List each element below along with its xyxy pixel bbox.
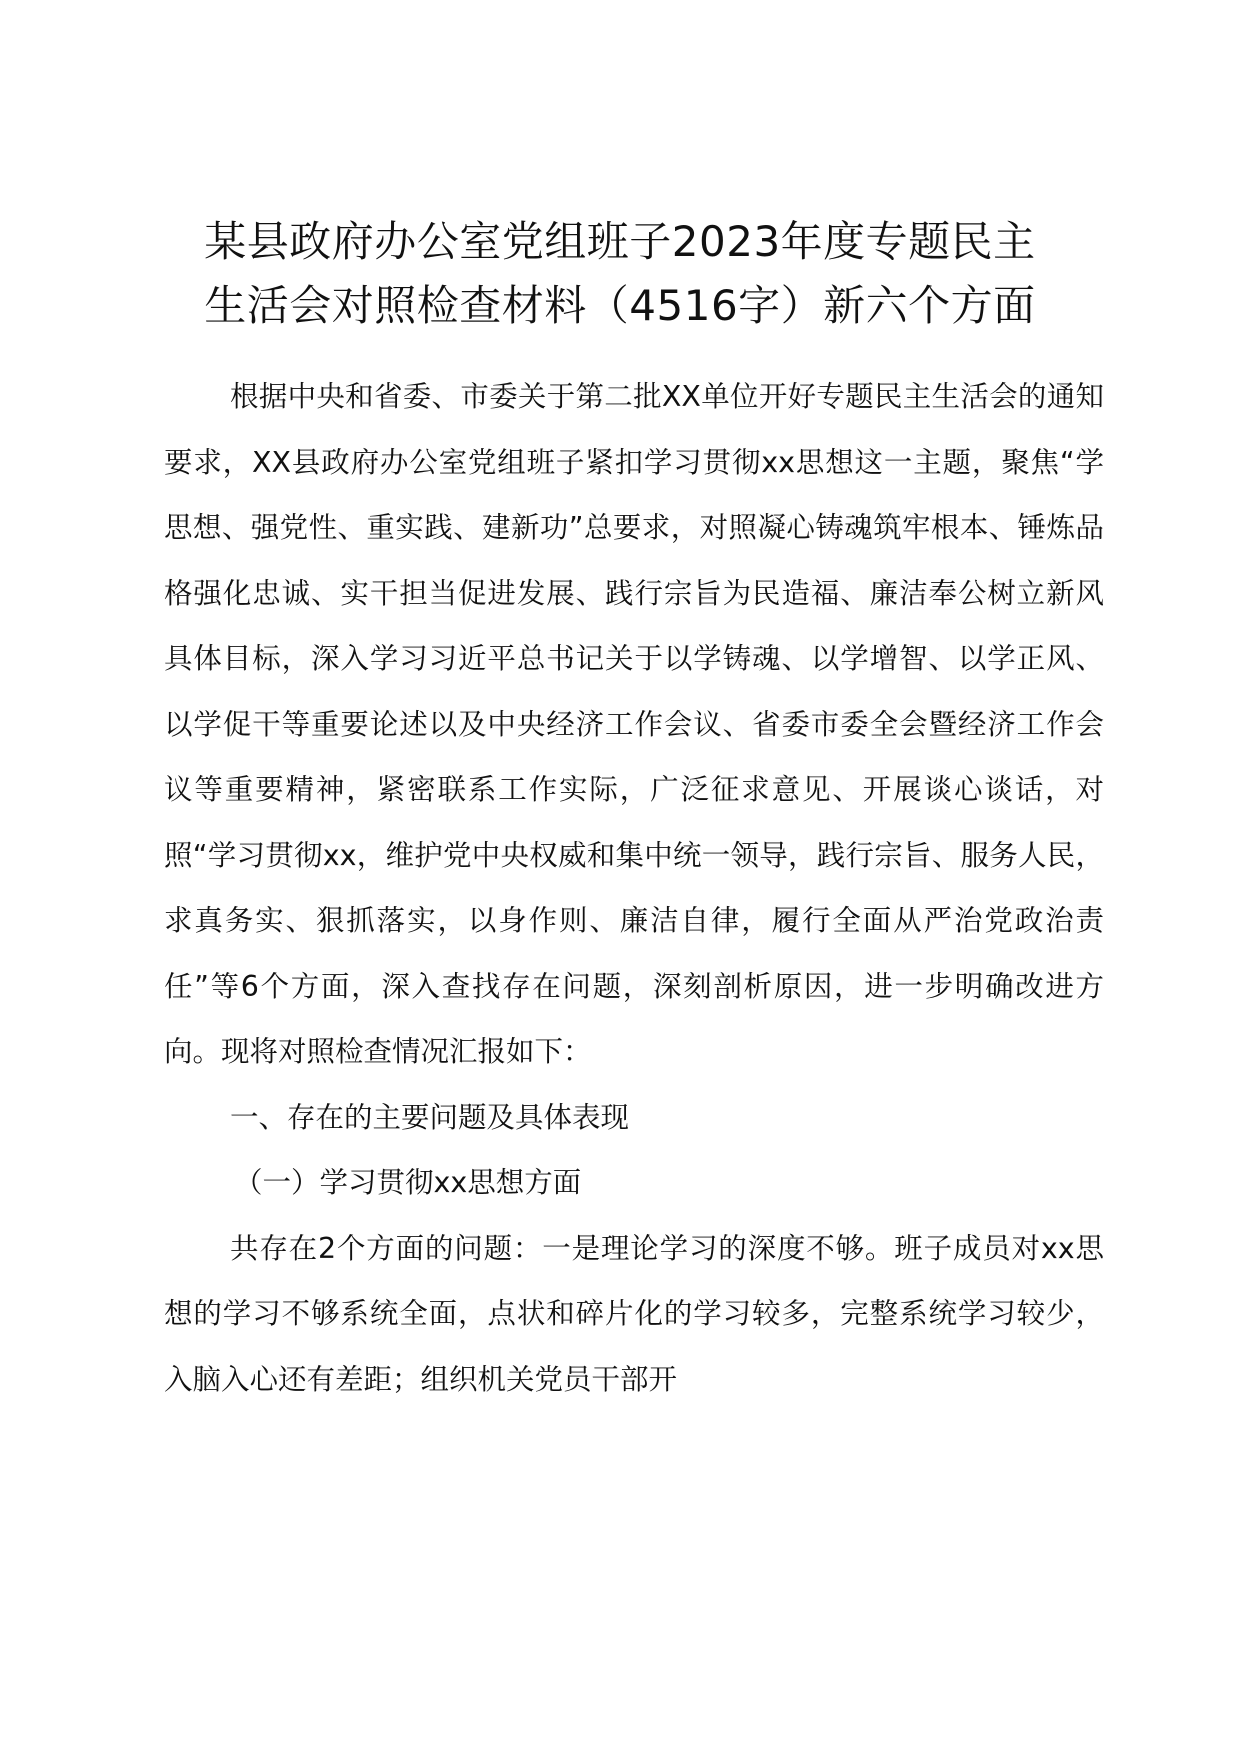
document-body	[164, 364, 1104, 1412]
intro-paragraph: 根据中央和省委、市委关于第二批XX单位开好专题民主生活会的通知要求，XX县政府办公室党组班子紧扣学习贯彻xx思想这一主题，聚焦“学思想、强党性、重实践、建新功”总要求，对照凝心铸魂筑牢根本、锤炼品格强化忠诚、实干担当促进发展、践行宗旨为民造福、廉洁奉公树立新风具体目标，深入学习习近平总书记关于以学铸魂、以学增智、以学正风、以学促干等重要论述以及中央经济工作会议、省委市委全会暨经济工作会议等重要精神，紧密联系工作实际，广泛征求意见、开展谈心谈话，对照“学习贯彻xx，维护党中央权威和集中统一领导，践行宗旨、服务人民，求真务实、狠抓落实，以身作则、廉洁自律，履行全面从严治党政治责任”等6个方面，深入查找存在问题，深刻剖析原因，进一步明确改进方向。现将对照检查情况汇报如下：	[164, 380, 1104, 1068]
title-line-2: 生活会对照检查材料（4516字）新六个方面	[204, 281, 1036, 330]
subsection-paragraph: 共存在2个方面的问题：一是理论学习的深度不够。班子成员对xx思想的学习不够系统全面，点状和碎片化的学习较多，完整系统学习较少，入脑入心还有差距；组织机关党员干部开	[164, 1231, 1104, 1396]
section-heading: 一、存在的主要问题及具体表现	[230, 1100, 630, 1134]
document-title	[150, 210, 1090, 338]
title-line-1: 某县政府办公室党组班子2023年度专题民主	[204, 217, 1036, 266]
subsection-heading: （一）学习贯彻xx思想方面	[234, 1166, 582, 1199]
